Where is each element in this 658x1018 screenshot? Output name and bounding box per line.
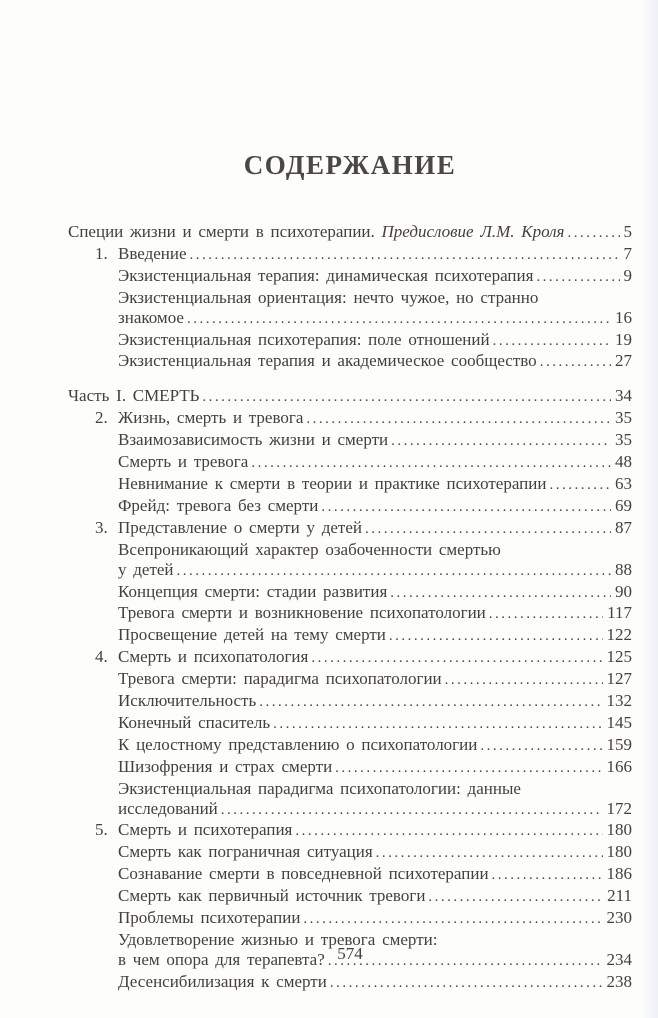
toc-entry-page-number: 35 xyxy=(615,408,632,428)
toc-row xyxy=(68,386,632,408)
dot-leader xyxy=(493,330,611,352)
toc-entry-page-number: 159 xyxy=(606,734,632,754)
dot-leader xyxy=(311,647,602,669)
dot-leader xyxy=(273,713,602,735)
toc-entry-number: 3. xyxy=(95,517,108,537)
toc-entry-page-number: 122 xyxy=(606,625,632,645)
dot-leader xyxy=(376,842,603,864)
toc-entry-text: Часть I. СМЕРТЬ xyxy=(68,386,200,406)
toc-row xyxy=(68,820,632,842)
toc-entry-text: Смерть и психопатология xyxy=(118,647,309,667)
toc-entry-italic-text: Предисловие Л.М. Кроля xyxy=(374,222,565,241)
toc-entry-page-number: 9 xyxy=(623,265,632,285)
toc-entry-text: Жизнь, смерть и тревога xyxy=(118,408,304,428)
toc-entry-number: 1. xyxy=(95,243,108,263)
dot-leader xyxy=(549,474,611,496)
toc-row xyxy=(68,518,632,540)
toc-row xyxy=(68,222,632,244)
toc-row xyxy=(68,560,632,582)
toc-entry-text: Смерть и психотерапия xyxy=(118,820,293,840)
toc-entry-text: Смерть и тревога xyxy=(118,452,249,472)
toc-row xyxy=(68,735,632,757)
dot-leader xyxy=(306,408,611,430)
toc-entry-page-number: 48 xyxy=(615,452,632,472)
toc-entry-text: Экзистенциальная терапия и академическое сообщество xyxy=(118,351,537,371)
toc-entry-text: Сознавание смерти в повседневной психотерапии xyxy=(118,864,489,884)
toc-entry-page-number: 180 xyxy=(606,820,632,840)
toc-entry-page-number: 88 xyxy=(615,559,632,579)
toc-row xyxy=(68,540,632,560)
toc-row xyxy=(68,582,632,604)
dot-leader xyxy=(259,691,602,713)
toc-entry-text: у детей xyxy=(118,559,174,579)
toc-entry-text: Экзистенциальная ориентация: нечто чужое, но странно xyxy=(118,287,539,307)
toc-row xyxy=(68,625,632,647)
toc-entry-page-number: 34 xyxy=(615,386,632,406)
toc-entry-text: Шизофрения и страх смерти xyxy=(118,756,333,776)
toc-row xyxy=(68,603,632,625)
toc-row xyxy=(68,886,632,908)
toc-entry-page-number: 35 xyxy=(615,430,632,450)
toc-entry-text: знакомое xyxy=(118,307,184,327)
dot-leader xyxy=(390,582,611,604)
dot-leader xyxy=(445,669,603,691)
toc-entry-text: Всепроникающий характер озабоченности смертью xyxy=(118,539,501,559)
toc-entry-page-number: 172 xyxy=(606,798,632,818)
toc-entry-text: Удовлетворение жизнью и тревога смерти: xyxy=(118,930,438,949)
toc-row xyxy=(68,474,632,496)
toc-entry-page-number: 132 xyxy=(606,691,632,711)
toc-entry-page-number: 127 xyxy=(606,669,632,689)
toc-entry-text: Исключительность xyxy=(118,691,257,711)
toc-entry-page-number: 63 xyxy=(615,473,632,493)
toc-entry-text: Взаимозависимость жизни и смерти xyxy=(118,430,389,450)
toc-entry-number: 4. xyxy=(95,647,108,667)
dot-leader xyxy=(330,972,603,994)
toc-row xyxy=(68,351,632,373)
toc-entry-text: Просвещение детей на тему смерти xyxy=(118,625,386,645)
toc-entry-page-number: 5 xyxy=(623,222,632,241)
toc-row xyxy=(68,408,632,430)
toc-entry-page-number: 145 xyxy=(606,712,632,732)
toc-entry-text: Специи жизни и смерти в психотерапии. xyxy=(68,222,375,241)
dot-leader xyxy=(428,886,603,908)
toc-entry-number: 2. xyxy=(95,408,108,428)
table-of-contents xyxy=(68,222,632,994)
toc-entry-number: 5. xyxy=(95,820,108,840)
toc-entry-text: исследований xyxy=(118,798,218,818)
toc-row xyxy=(68,842,632,864)
dot-leader xyxy=(480,735,602,757)
toc-entry-page-number: 16 xyxy=(615,307,632,327)
toc-row xyxy=(68,647,632,669)
dot-leader xyxy=(389,625,603,647)
toc-row xyxy=(68,288,632,308)
toc-row xyxy=(68,308,632,330)
toc-entry-text: Невнимание к смерти в теории и практике психотерапии xyxy=(118,473,547,493)
toc-row xyxy=(68,669,632,691)
toc-entry-page-number: 19 xyxy=(615,329,632,349)
toc-row xyxy=(68,799,632,821)
page-title: СОДЕРЖАНИЕ xyxy=(243,150,457,180)
toc-entry-text: Десенсибилизация к смерти xyxy=(118,971,327,991)
folio-page-number: 574 xyxy=(337,944,363,963)
toc-row xyxy=(68,972,632,994)
toc-entry-page-number: 87 xyxy=(615,517,632,537)
toc-row xyxy=(68,496,632,518)
toc-entry-page-number: 117 xyxy=(607,603,632,623)
dot-leader xyxy=(321,496,611,518)
dot-leader xyxy=(489,603,603,625)
toc-entry-text: в чем опора для терапевта? xyxy=(118,949,325,969)
dot-leader xyxy=(177,560,611,582)
dot-leader xyxy=(187,308,611,330)
toc-entry-text: К целостному представлению о психопатологии xyxy=(118,734,478,754)
toc-entry-text: Тревога смерти и возникновение психопатологии xyxy=(118,603,486,623)
toc-entry-text: Смерть как пограничная ситуация xyxy=(118,842,373,862)
dot-leader xyxy=(391,430,611,452)
toc-row xyxy=(68,779,632,799)
dot-leader xyxy=(303,908,602,930)
toc-entry-text: Фрейд: тревога без смерти xyxy=(118,495,319,515)
toc-row xyxy=(68,908,632,930)
toc-entry-text: Представление о смерти у детей xyxy=(118,517,362,537)
toc-entry-page-number: 186 xyxy=(606,864,632,884)
toc-row xyxy=(68,430,632,452)
dot-leader xyxy=(251,452,611,474)
toc-row xyxy=(68,244,632,266)
dot-leader xyxy=(335,757,602,779)
toc-row xyxy=(68,757,632,779)
dot-leader xyxy=(365,518,611,540)
dot-leader xyxy=(190,244,620,266)
toc-entry-page-number: 180 xyxy=(606,842,632,862)
toc-entry-text: Экзистенциальная психотерапия: поле отношений xyxy=(118,329,490,349)
dot-leader xyxy=(536,266,619,288)
dot-leader xyxy=(295,820,602,842)
toc-entry-text: Экзистенциальная парадигма психопатологии: данные xyxy=(118,778,521,798)
toc-row xyxy=(68,691,632,713)
dot-leader xyxy=(540,351,611,373)
toc-entry-page-number: 230 xyxy=(606,908,632,928)
toc-entry-text: Смерть как первичный источник тревоги xyxy=(118,886,426,906)
toc-row xyxy=(68,330,632,352)
toc-entry-text: Экзистенциальная терапия: динамическая психотерапия xyxy=(118,265,534,285)
dot-leader xyxy=(202,386,611,408)
dot-leader xyxy=(221,799,603,821)
toc-entry-page-number: 90 xyxy=(615,581,632,601)
toc-entry-text: Тревога смерти: парадигма психопатологии xyxy=(118,669,442,689)
toc-entry-text: Конечный спаситель xyxy=(118,712,271,732)
toc-entry-page-number: 69 xyxy=(615,495,632,515)
toc-entry-text: Введение xyxy=(118,243,187,263)
toc-row xyxy=(68,713,632,735)
toc-row xyxy=(68,452,632,474)
toc-entry-page-number: 166 xyxy=(606,756,632,776)
toc-row xyxy=(68,864,632,886)
toc-row xyxy=(68,266,632,288)
toc-entry-page-number: 211 xyxy=(607,886,632,906)
toc-entry-page-number: 27 xyxy=(615,351,632,371)
toc-entry-page-number: 125 xyxy=(606,647,632,667)
toc-entry-page-number: 234 xyxy=(606,949,632,969)
dot-leader xyxy=(567,222,619,244)
dot-leader xyxy=(492,864,603,886)
toc-entry-page-number: 7 xyxy=(623,243,632,263)
toc-entry-page-number: 238 xyxy=(606,971,632,991)
toc-entry-text: Концепция смерти: стадии развития xyxy=(118,581,388,601)
toc-entry-text: Проблемы психотерапии xyxy=(118,908,301,928)
